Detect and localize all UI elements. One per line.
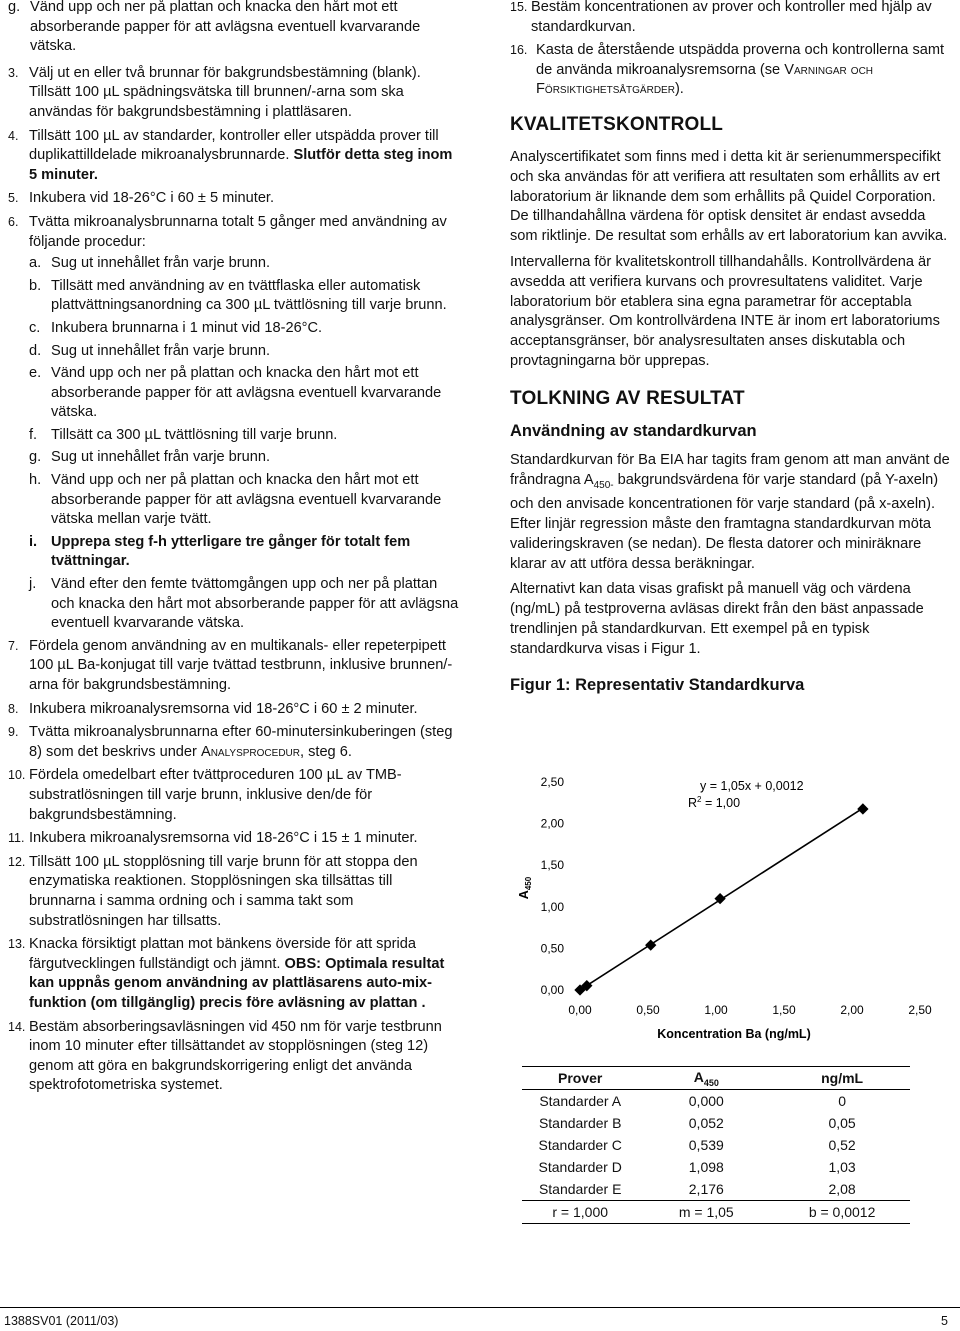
- substep-letter: a.: [29, 255, 42, 272]
- y-tick-label: 2,00: [540, 816, 564, 831]
- table-row: [522, 1134, 910, 1156]
- step-10: [8, 766, 460, 825]
- step-number: 9.: [8, 725, 19, 740]
- x-tick-label: 2,50: [908, 1003, 932, 1017]
- table-cell: 2,176: [688, 1181, 724, 1197]
- step-text-end: , steg 6.: [299, 743, 352, 760]
- table-cell: 1,03: [828, 1159, 856, 1175]
- header-text: A: [693, 1068, 704, 1085]
- step-4: [8, 127, 460, 186]
- table-cell: Standarder D: [538, 1159, 622, 1175]
- section-reference: Analysprocedur: [200, 743, 300, 760]
- substep-letter: b.: [29, 277, 42, 294]
- standards-table: [522, 1066, 910, 1224]
- substep-text: Sug ut innehållet från varje brunn.: [51, 255, 271, 272]
- step-3: [8, 64, 460, 123]
- step-text: Tillsätt 100 µL av standarder, kontroller eller utspädda prover till duplikattilldelade mikroanalysbrunnarde.: [29, 127, 439, 164]
- step-text-end: ).: [674, 81, 684, 98]
- table-cell: 1,098: [688, 1159, 724, 1175]
- table-cell: Standarder C: [538, 1137, 622, 1153]
- table-row: [522, 1156, 910, 1178]
- section-reference: Varningar och Försiktighetsåtgärder: [536, 61, 874, 98]
- step-number: 13.: [8, 937, 26, 952]
- wash-procedure: [8, 254, 460, 634]
- substep-letter: e.: [29, 365, 42, 382]
- step-number: 14.: [8, 1019, 26, 1034]
- table-cell: 0,539: [688, 1137, 724, 1153]
- substep-i: [29, 533, 460, 572]
- step-15: [510, 0, 952, 37]
- footer-divider: [0, 1307, 960, 1308]
- y-axis-label: [517, 876, 533, 899]
- results-heading: TOLKNING AV RESULTAT: [510, 387, 745, 409]
- x-tick-label: 1,50: [772, 1003, 796, 1017]
- standard-curve-heading: Användning av standardkurvan: [510, 421, 757, 440]
- qc-paragraph-1: Analyscertifikatet som finns med i detta kit är serienummerspecifikt och ska användas för att verifiera att resultaten som erhållits av ert laboratorium är liknande dem som erhållits på Quidel Corporation. De tillhandahållna värdena för optisk densitet är endast avsedda som riktlinje. De resultat som erhålls av ert laboratorium kan avvika.: [510, 148, 948, 245]
- data-point: [857, 803, 868, 814]
- substep-text: Sug ut innehållet från varje brunn.: [51, 342, 271, 359]
- table-cell: Standarder B: [538, 1115, 622, 1131]
- step-text: Kasta de återstående utspädda proverna och kontrollerna samt de använda mikroanalysremsorna (se: [536, 42, 945, 78]
- step-text: Välj ut en eller två brunnar för bakgrundsbestämning (blank). Tillsätt 100 µL spädningsvätska till brunnen/-arna som ska användas för bakgrundsbestämning i plattläsaren.: [29, 64, 421, 120]
- step-text: Inkubera mikroanalysremsorna vid 18-26°C i 15 ± 1 minuter.: [29, 830, 418, 847]
- substep-text: Vänd upp och ner på plattan och knacka den hårt mot ett absorberande papper för att avlägsna eventuell kvarvarande vätska.: [30, 0, 421, 55]
- table-footer-row: [522, 1201, 910, 1224]
- y-axis-label-sub: 450: [524, 876, 533, 891]
- substep-text: Sug ut innehållet från varje brunn.: [51, 449, 271, 466]
- step-text: Tillsätt 100 µL stopplösning till varje brunn för att stoppa den enzymatiska reaktionen. Stopplösningen ska tillsättas till brunnarna i samma ordning och i samma takt som substratlösningen har tillsatts.: [29, 853, 418, 929]
- table-cell: 2,08: [828, 1181, 856, 1197]
- step-12: [8, 853, 460, 931]
- y-tick-label: 1,00: [540, 899, 564, 914]
- table-cell: 0: [838, 1093, 846, 1109]
- substep-letter: f.: [29, 426, 38, 443]
- substep-g-cont: [8, 0, 460, 57]
- substep-text: Inkubera brunnarna i 1 minut vid 18-26°C.: [51, 319, 323, 336]
- substep-text: Tillsätt ca 300 µL tvättlösning till varje brunn.: [51, 426, 338, 443]
- substep-text: Vänd efter den femte tvättomgången upp och ner på plattan och knacka den hårt mot absorberande papper för att avlägsna eventuell kvarvarande vätska.: [51, 576, 459, 632]
- substep-letter: j.: [29, 576, 37, 593]
- table-row: [522, 1090, 910, 1113]
- step-bold-note: OBS: Optimala resultat kan uppnås genom användning av plattläsarens auto-mix-funktion (om tillgänglig) precis före avläsning av plattan .: [29, 955, 445, 1011]
- step-number: 7.: [8, 638, 19, 653]
- trendline-equation: y = 1,05x + 0,0012: [700, 779, 804, 793]
- standard-curve-chart: [512, 770, 932, 1050]
- substep-e: [29, 364, 460, 423]
- table-cell: 0,05: [828, 1115, 856, 1131]
- table-cell: Standarder E: [538, 1181, 622, 1197]
- y-tick-label: 0,00: [540, 983, 564, 997]
- substep-j: [29, 575, 460, 634]
- standard-curve-paragraph-1: [510, 451, 952, 575]
- qc-heading: KVALITETSKONTROLL: [510, 113, 724, 135]
- header-subscript: 450: [703, 1077, 719, 1088]
- footer-b: b = 0,0012: [774, 1201, 910, 1224]
- footer-m: m = 1,05: [638, 1201, 774, 1224]
- step-number: 3.: [8, 65, 19, 80]
- substep-f: [29, 426, 460, 446]
- table-cell: Standarder A: [539, 1093, 622, 1109]
- step-text: Bestäm absorberingsavläsningen vid 450 nm för varje testbrunn inom 10 minuter efter tillsättandet av stopplösningen (steg 12) genom att göra en bakgrundskorrigering enligt det använda spektrofotometriska systemet.: [29, 1018, 442, 1094]
- r-squared: [688, 795, 740, 810]
- substep-letter: d.: [29, 342, 42, 359]
- step-number: 12.: [8, 854, 26, 869]
- left-column: [8, 0, 460, 1100]
- table-row: [522, 1178, 910, 1201]
- step-text: Tvätta mikroanalysbrunnarna totalt 5 gånger med användning av följande procedur:: [29, 213, 447, 250]
- col-header-samples: Prover: [522, 1067, 638, 1090]
- figure-title: Figur 1: Representativ Standardkurva: [510, 675, 805, 694]
- substep-b: [29, 277, 460, 316]
- substep-text: Tillsätt med användning av en tvättflaska eller automatisk plattvättningsanordning ca 300 µL tvättlösning till varje brunn.: [51, 277, 447, 314]
- y-tick-label: 1,50: [540, 858, 564, 873]
- step-9: [8, 723, 460, 762]
- step-7: [8, 637, 460, 696]
- step-6: [8, 213, 460, 252]
- step-16: [510, 41, 952, 100]
- substep-text: Upprepa steg f-h ytterligare tre gånger för totalt fem tvättningar.: [51, 533, 411, 570]
- col-header-concentration: ng/mL: [774, 1067, 910, 1090]
- step-number: 11.: [8, 831, 25, 846]
- x-tick-label: 1,00: [704, 1003, 728, 1017]
- step-text: Tvätta mikroanalysbrunnarna efter 60-minutersinkuberingen (steg 8) som det beskrivs under: [29, 724, 453, 760]
- x-tick-label: 0,50: [636, 1003, 660, 1017]
- step-bold-note: Slutför detta steg inom 5 minuter.: [29, 147, 453, 183]
- table-cell: 0,000: [688, 1093, 724, 1109]
- substep-g: [29, 448, 460, 468]
- substep-letter: g.: [8, 0, 21, 15]
- step-13: [8, 935, 460, 1013]
- step-number: 5.: [8, 191, 19, 206]
- substep-text: Vänd upp och ner på plattan och knacka den hårt mot ett absorberande papper för att avlägsna eventuell kvarvarande vätska.: [51, 365, 442, 421]
- table-row: [522, 1112, 910, 1134]
- x-tick-label: 0,00: [568, 1003, 592, 1017]
- y-axis-label-main: A: [517, 890, 531, 900]
- step-5: [8, 189, 460, 209]
- substep-c: [29, 319, 460, 339]
- y-tick-labels: [541, 775, 565, 997]
- y-tick-label: 0,50: [540, 941, 564, 956]
- step-number: 15.: [510, 0, 528, 14]
- step-8: [8, 700, 460, 720]
- step-number: 6.: [8, 214, 19, 229]
- text-run: Standardkurvan för Ba EIA har tagits fram genom att man använt de fråndragna A: [510, 451, 950, 488]
- r2-superscript: 2: [697, 795, 702, 804]
- substep-a: [29, 254, 460, 274]
- substep-letter: g.: [29, 449, 42, 466]
- table-cell: 0,052: [688, 1115, 724, 1131]
- substep-text: Vänd upp och ner på plattan och knacka den hårt mot ett absorberande papper för att avlägsna eventuell kvarvarande vätska mellan varje tvätt.: [51, 472, 442, 528]
- y-tick-label: 2,50: [540, 775, 564, 789]
- step-text: Fördela genom användning av en multikanals- eller repeterpipett 100 µL Ba-konjugat till varje tvättad testbrunn, inklusive brunnen/-arna för bakgrundsbestämning.: [29, 637, 453, 693]
- page-number: 5: [941, 1314, 948, 1328]
- substep-letter: h.: [29, 472, 42, 489]
- substep-letter: c.: [29, 319, 41, 336]
- step-number: 4.: [8, 128, 19, 143]
- col-header-absorbance: [638, 1067, 774, 1090]
- step-text: Inkubera vid 18-26°C i 60 ± 5 minuter.: [29, 190, 275, 207]
- step-text: Knacka försiktigt plattan mot bänkens överside för att sprida färgutvecklingen fullständigt och jämnt.: [29, 936, 416, 972]
- table-body: [522, 1090, 910, 1201]
- substep-d: [29, 342, 460, 362]
- standard-curve-paragraph-2: Alternativt kan data visas grafiskt på manuell väg och värdena (ng/mL) på testproverna avläsas direkt från den bäst anpassade trendlinjen på standardkurvan. Ett exempel på en typisk standardkurva visas i Figur 1.: [510, 581, 924, 657]
- text-run: bakgrundsvärdena för varje standard (på Y-axeln) och den anvisade koncentrationen för varje standard (på x-axeln). Efter linjär regression måste den framtagna standardkurvan möta valideringskraven (se nedan). De flesta datorer och miniräknare klarar av att utföra dessa beräkningar.: [510, 471, 939, 572]
- step-14: [8, 1018, 460, 1096]
- table-header-row: [522, 1067, 910, 1090]
- document-id: 1388SV01 (2011/03): [4, 1314, 119, 1328]
- substep-letter: i.: [29, 533, 38, 550]
- x-axis-label: Koncentration Ba (ng/mL): [657, 1027, 811, 1041]
- r2-label: R: [688, 796, 698, 810]
- step-number: 8.: [8, 701, 19, 716]
- footer-r: r = 1,000: [522, 1201, 638, 1224]
- subscript: 450-: [593, 479, 614, 491]
- step-number: 16.: [510, 43, 528, 58]
- step-text: Bestäm koncentrationen av prover och kontroller med hjälp av standardkurvan.: [531, 0, 932, 35]
- step-text: Fördela omedelbart efter tvättproceduren 100 µL av TMB-substratlösningen till varje brunn, inklusive den/de för bakgrundsbestämning.: [29, 767, 402, 823]
- substep-h: [29, 471, 460, 530]
- step-number: 10.: [8, 768, 26, 783]
- qc-paragraph-2: Intervallerna för kvalitetskontroll tillhandahålls. Kontrollvärdena är avsedda att verifiera kurvans och provresultatens validitet. Varje laboratorium bör etablera sina egna parametrar för acceptabla analysgränser. Om kontrollvärdena INTE är inom ert laboratoriums acceptansgränser, bör analysresultaten anses diskutabla och provtagningarna bör upprepas.: [510, 253, 940, 369]
- table-cell: 0,52: [828, 1137, 856, 1153]
- x-tick-label: 2,00: [840, 1003, 864, 1017]
- x-tick-labels: [568, 1003, 932, 1017]
- step-text: Inkubera mikroanalysremsorna vid 18-26°C i 60 ± 2 minuter.: [29, 700, 418, 717]
- r2-value: = 1,00: [701, 796, 741, 810]
- right-column: [510, 0, 952, 695]
- step-11: [8, 829, 460, 849]
